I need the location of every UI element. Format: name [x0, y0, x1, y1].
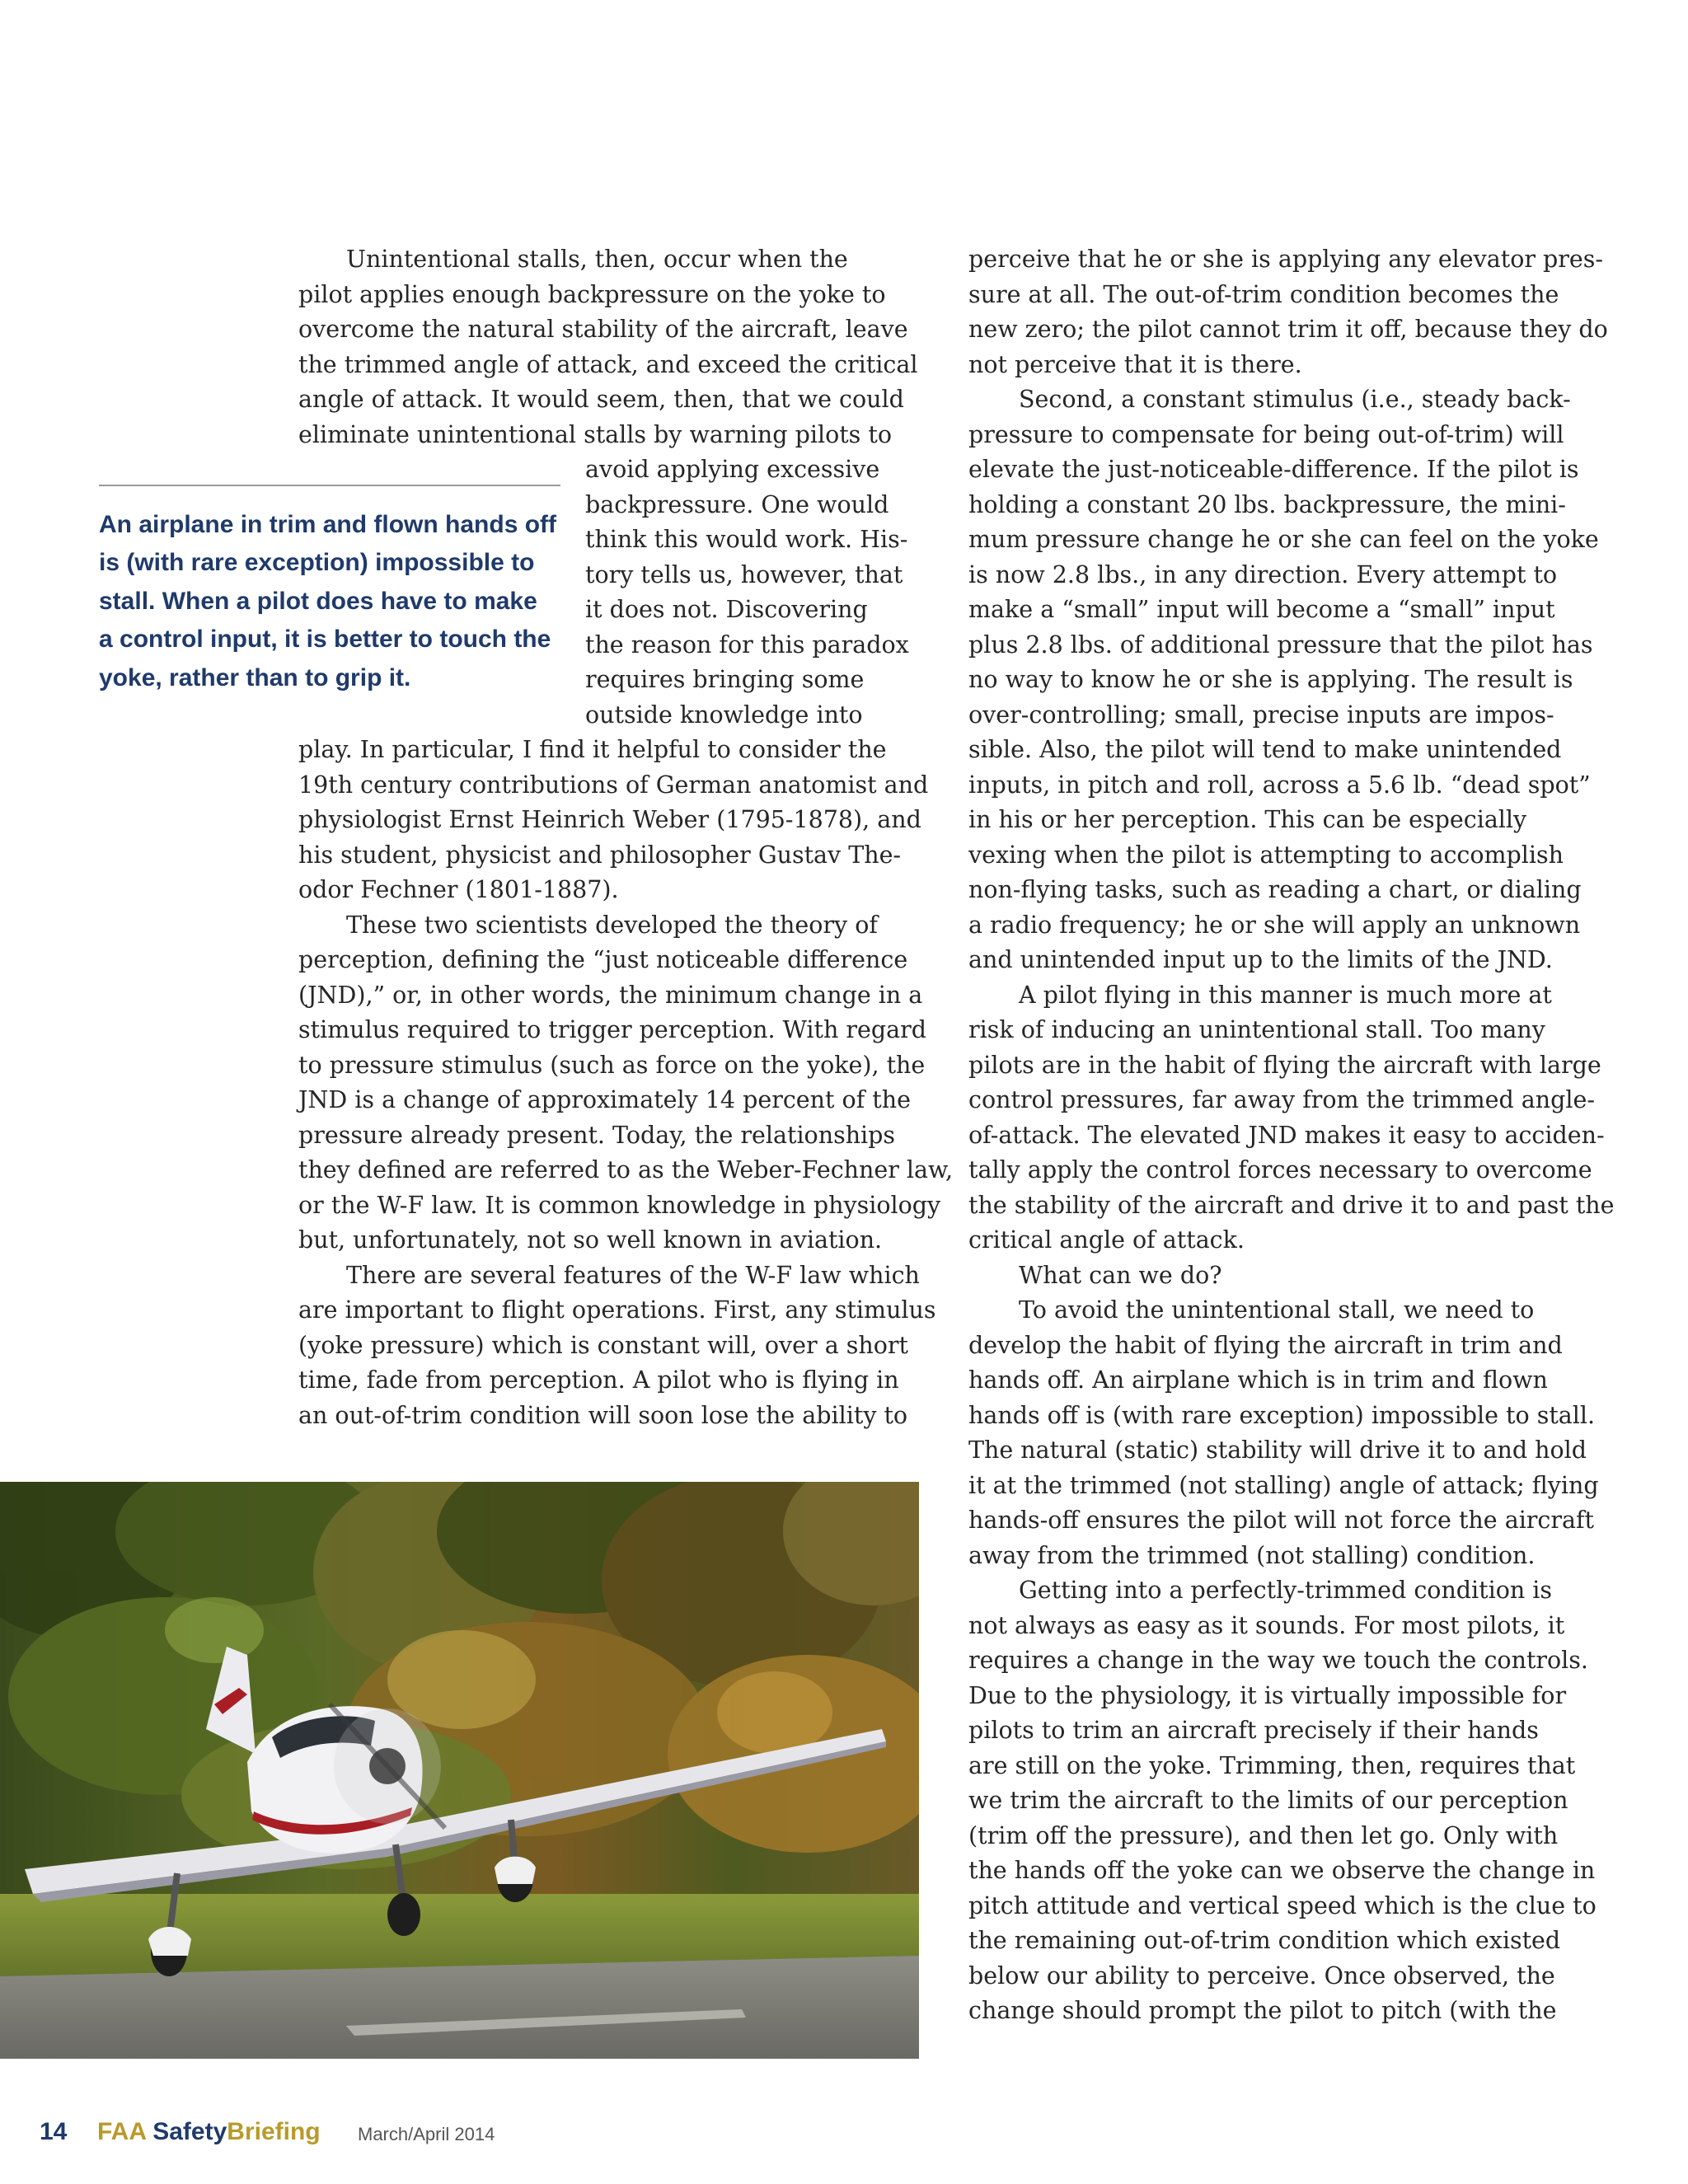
paragraph-line: (JND),” or, in other words, the minimum change in a — [298, 982, 923, 1009]
paragraph-line: it at the trimmed (not stalling) angle of attack; flying — [968, 1472, 1599, 1499]
paragraph-line: angle of attack. It would seem, then, that we could — [298, 386, 904, 413]
paragraph-line: or the W-F law. It is common knowledge in physiology — [298, 1192, 941, 1219]
paragraph-line: What can we do? — [1019, 1262, 1222, 1289]
paragraph-line: a radio frequency; he or she will apply an unknown — [968, 912, 1581, 939]
paragraph-line: new zero; the pilot cannot trim it off, because they do — [968, 316, 1608, 343]
paragraph-line: tory tells us, however, that — [585, 561, 903, 588]
paragraph-line: hands-off ensures the pilot will not force the aircraft — [968, 1507, 1595, 1534]
paragraph-line: make a “small” input will become a “small” input — [968, 596, 1555, 623]
paragraph-line: is now 2.8 lbs., in any direction. Every attempt to — [968, 561, 1558, 588]
pull-quote-rule — [99, 485, 560, 486]
paragraph-line: plus 2.8 lbs. of additional pressure that the pilot has — [968, 631, 1593, 658]
paragraph-line: requires bringing some — [585, 666, 865, 693]
paragraph-line: physiologist Ernst Heinrich Weber (1795-1878), and — [298, 806, 921, 833]
paragraph-line: requires a change in the way we touch the controls. — [968, 1647, 1588, 1674]
paragraph-line: vexing when the pilot is attempting to accomplish — [968, 841, 1564, 869]
paragraph-line: they defined are referred to as the Weber-Fechner law, — [298, 1156, 954, 1183]
paragraph-line: develop the habit of flying the aircraft in trim and — [968, 1332, 1563, 1359]
paragraph-line: holding a constant 20 lbs. backpressure, the mini- — [968, 491, 1566, 518]
paragraph-line: over-controlling; small, precise inputs are impos- — [968, 701, 1554, 729]
paragraph-line: The natural (static) stability will drive it to and hold — [968, 1436, 1587, 1464]
pull-quote-line: yoke, rather than to grip it. — [99, 664, 411, 691]
paragraph-line: odor Fechner (1801-1887). — [298, 876, 619, 903]
page-number: 14 — [40, 2118, 68, 2145]
paragraph-line: not perceive that it is there. — [968, 351, 1302, 378]
paragraph-line: his student, physicist and philosopher Gustav The- — [298, 841, 902, 869]
paragraph-line: perceive that he or she is applying any elevator pres- — [968, 246, 1604, 273]
paragraph-line: the trimmed angle of attack, and exceed the critical — [298, 351, 918, 378]
paragraph-line: 19th century contributions of German anatomist and — [298, 771, 929, 799]
paragraph-line: (trim off the pressure), and then let go. Only with — [968, 1822, 1559, 1849]
paragraph-line: elevate the just-noticeable-difference. If the pilot is — [968, 456, 1579, 483]
paragraph-line: critical angle of attack. — [968, 1226, 1245, 1254]
paragraph-line: These two scientists developed the theory of — [346, 912, 878, 939]
paragraph-line: away from the trimmed (not stalling) condition. — [968, 1542, 1536, 1569]
paragraph-line: control pressures, far away from the trimmed angle- — [968, 1086, 1595, 1113]
paragraph-line: eliminate unintentional stalls by warning pilots to — [298, 421, 892, 448]
paragraph-line: non-flying tasks, such as reading a chart, or dialing — [968, 876, 1582, 903]
paragraph-line: pressure already present. Today, the relationships — [298, 1122, 896, 1149]
paragraph-line: the stability of the aircraft and drive it to and past the — [968, 1192, 1615, 1219]
paragraph-line: Second, a constant stimulus (i.e., steady back- — [1019, 386, 1571, 413]
paragraph-line: an out-of-trim condition will soon lose the ability to — [298, 1402, 908, 1429]
paragraph-line: not always as easy as it sounds. For most pilots, it — [968, 1612, 1565, 1639]
paragraph-line: Getting into a perfectly-trimmed condition is — [1019, 1577, 1553, 1604]
paragraph-line: tally apply the control forces necessary to overcome — [968, 1156, 1592, 1183]
paragraph-line: pitch attitude and vertical speed which is the clue to — [968, 1892, 1597, 1919]
paragraph-line: inputs, in pitch and roll, across a 5.6 lb. “dead spot” — [968, 771, 1591, 799]
paragraph-line: outside knowledge into — [585, 701, 863, 729]
paragraph-line: mum pressure change he or she can feel on the yoke — [968, 526, 1599, 553]
paragraph-line: Due to the physiology, it is virtually impossible for — [968, 1682, 1567, 1709]
paragraph-line: pilots to trim an aircraft precisely if their hands — [968, 1717, 1539, 1744]
paragraph-line: backpressure. One would — [585, 491, 889, 518]
paragraph-line: JND is a change of approximately 14 percent of the — [298, 1086, 911, 1113]
brand-briefing: Briefing — [227, 2118, 321, 2145]
paragraph-line: sure at all. The out-of-trim condition becomes the — [968, 281, 1559, 308]
paragraph-line: are still on the yoke. Trimming, then, requires that — [968, 1752, 1576, 1779]
paragraph-line: hands off. An airplane which is in trim and flown — [968, 1366, 1548, 1394]
paragraph-line: risk of inducing an unintentional stall. Too many — [968, 1016, 1545, 1043]
paragraph-line: of-attack. The elevated JND makes it easy to acciden- — [968, 1122, 1605, 1149]
brand-safety: Safety — [152, 2118, 227, 2145]
paragraph-line: sible. Also, the pilot will tend to make unintended — [968, 736, 1562, 763]
paragraph-line: To avoid the unintentional stall, we need to — [1019, 1296, 1535, 1324]
paragraph-line: the hands off the yoke can we observe the change in — [968, 1857, 1596, 1884]
paragraph-line: the remaining out-of-trim condition which existed — [968, 1927, 1561, 1954]
brand-faa: FAA — [97, 2118, 146, 2145]
paragraph-line: but, unfortunately, not so well known in aviation. — [298, 1226, 883, 1254]
paragraph-line: Unintentional stalls, then, occur when the — [346, 246, 848, 273]
pull-quote-line: An airplane in trim and flown hands off — [99, 511, 557, 538]
paragraph-line: overcome the natural stability of the aircraft, leave — [298, 316, 908, 343]
paragraph-line: avoid applying excessive — [585, 456, 880, 483]
pull-quote-line: is (with rare exception) impossible to — [99, 549, 535, 576]
paragraph-line: pressure to compensate for being out-of-trim) will — [968, 421, 1564, 448]
paragraph-line: we trim the aircraft to the limits of our perception — [968, 1787, 1568, 1814]
pull-quote-line: a control input, it is better to touch the — [99, 626, 551, 653]
paragraph-line: to pressure stimulus (such as force on the yoke), the — [298, 1052, 926, 1079]
paragraph-line: perception, defining the “just noticeable difference — [298, 946, 908, 973]
airplane-photo — [0, 1482, 919, 2059]
paragraph-line: it does not. Discovering — [585, 596, 868, 623]
paragraph-line: below our ability to perceive. Once observed, the — [968, 1962, 1555, 1990]
paragraph-line: change should prompt the pilot to pitch (with the — [968, 1997, 1557, 2024]
paragraph-line: A pilot flying in this manner is much more at — [1019, 982, 1552, 1009]
paragraph-line: think this would work. His- — [585, 526, 908, 553]
paragraph-line: no way to know he or she is applying. The result is — [968, 666, 1573, 693]
paragraph-line: stimulus required to trigger perception. With regard — [298, 1016, 926, 1043]
issue-date: March/April 2014 — [358, 2124, 495, 2144]
pull-quote-line: stall. When a pilot does have to make — [99, 588, 537, 615]
paragraph-line: There are several features of the W-F law which — [346, 1262, 920, 1289]
paragraph-line: hands off is (with rare exception) impossible to stall. — [968, 1402, 1596, 1429]
paragraph-line: play. In particular, I find it helpful to consider the — [298, 736, 887, 763]
paragraph-line: in his or her perception. This can be especially — [968, 806, 1527, 833]
paragraph-line: (yoke pressure) which is constant will, over a short — [298, 1332, 908, 1359]
paragraph-line: and unintended input up to the limits of the JND. — [968, 946, 1553, 973]
paragraph-line: the reason for this paradox — [585, 631, 909, 658]
paragraph-line: time, fade from perception. A pilot who is flying in — [298, 1366, 899, 1394]
publication-brand — [97, 2118, 321, 2146]
paragraph-line: are important to flight operations. First, any stimulus — [298, 1296, 936, 1324]
paragraph-line: pilots are in the habit of flying the aircraft with large — [968, 1052, 1601, 1079]
paragraph-line: pilot applies enough backpressure on the yoke to — [298, 281, 886, 308]
